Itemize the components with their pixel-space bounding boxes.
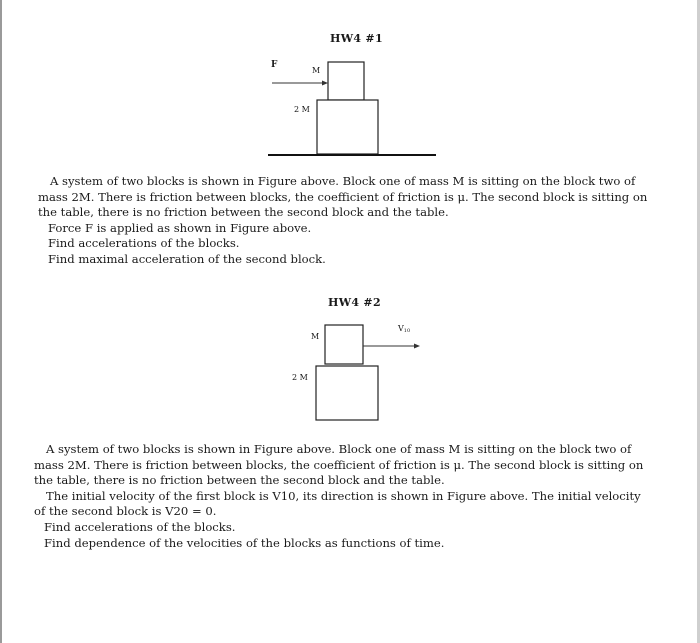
p1-line-3: the table, there is no friction between the second block and the table. — [38, 205, 449, 220]
velocity-arrow-head — [414, 344, 420, 349]
problem2-title: HW4 #2 — [328, 296, 381, 309]
p2-line-4: The initial velocity of the first block is V10, its direction is shown in Figure above. The initial velocity — [46, 488, 641, 503]
p2-line-6: Find accelerations of the blocks. — [44, 519, 236, 534]
p2-line-2: mass 2M. There is friction between blocks, the coefficient of friction is μ. The second block is sitting on — [34, 457, 644, 472]
bottom-mass-label-1: 2 M — [294, 105, 310, 114]
block-m-2 — [325, 325, 363, 364]
velocity-label — [398, 324, 410, 334]
p2-line-3: the table, there is no friction between the second block and the table. — [34, 473, 445, 488]
block-2m-2 — [316, 366, 378, 420]
force-label: F — [271, 60, 278, 70]
velocity-symbol: V — [398, 324, 404, 333]
top-mass-label-2: M — [311, 332, 320, 341]
p2-line-5: of the second block is V20 = 0. — [34, 504, 217, 519]
p1-line-2: mass 2M. There is friction between blocks, the coefficient of friction is μ. The second block is sitting on — [38, 189, 648, 204]
problem1-text — [38, 174, 666, 268]
p1-line-6: Find maximal acceleration of the second block. — [48, 251, 326, 266]
block-2m-1 — [317, 100, 378, 154]
problem1-title: HW4 #1 — [330, 32, 383, 45]
p2-line-1: A system of two blocks is shown in Figure above. Block one of mass M is sitting on the block two of — [46, 442, 632, 456]
force-arrow-head — [322, 81, 328, 86]
problem2-text — [34, 442, 664, 551]
p1-line-1: A system of two blocks is shown in Figure above. Block one of mass M is sitting on the block two of — [50, 174, 636, 188]
velocity-subscript: 10 — [403, 328, 411, 334]
bottom-mass-label-2: 2 M — [292, 373, 308, 382]
block-m-1 — [328, 62, 364, 100]
top-mass-label-1: M — [312, 66, 321, 75]
p2-line-7: Find dependence of the velocities of the blocks as functions of time. — [44, 535, 445, 550]
p1-line-5: Find accelerations of the blocks. — [48, 236, 240, 251]
p1-line-4: Force F is applied as shown in Figure above. — [48, 220, 312, 235]
